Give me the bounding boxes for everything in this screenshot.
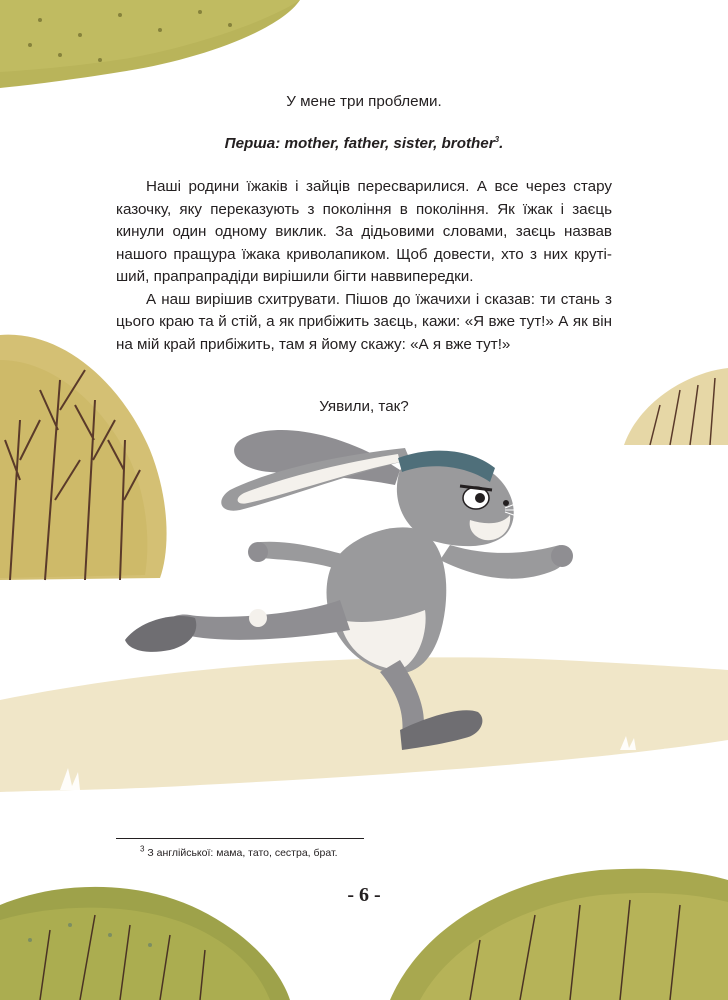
first-problem bbox=[116, 133, 612, 156]
footnote-rule bbox=[116, 838, 364, 839]
footnote-text: З англійської: мама, тато, сестра, брат. bbox=[147, 847, 338, 859]
top-bush bbox=[0, 0, 300, 88]
bottom-left-bush bbox=[0, 887, 290, 1000]
heading: У мене три проблеми. bbox=[286, 93, 442, 110]
bottom-right-bush bbox=[390, 869, 728, 1000]
story-text bbox=[116, 176, 612, 356]
question: Уявили, так? bbox=[319, 398, 409, 415]
right-bush bbox=[624, 368, 728, 445]
footnote-ref: 3 bbox=[494, 134, 500, 144]
path bbox=[0, 657, 728, 792]
first-problem-text: Перша: mother, father, sister, brother bbox=[224, 135, 495, 152]
left-bush bbox=[0, 335, 167, 580]
footnote-mark: 3 bbox=[140, 844, 145, 854]
first-problem-end: . bbox=[499, 135, 504, 152]
footnote bbox=[140, 846, 338, 860]
paragraph-2: А наш вирішив схитрувати. Пішов до їжачихи і сказав: ти стань з цього краю та й стій, а як прибіжить заєць, кажи: «Я вже тут!» А як він на мій край прибіжить, там я йому скажу: «А я вже тут!» bbox=[116, 290, 612, 353]
paragraph-1: Наші родини їжаків і зайців пересварилися. А все через стару казочку, яку переказують з покоління в покоління. Як їжак і заєць кинули один одному виклик. За дідьовими словами, заєць назвав нашого пращура їжака криволапиком. Щоб довести, хто з них круті-ший, прапрапрадіди вирішили бігти наввипередки. bbox=[116, 178, 612, 285]
page-number: - 6 - bbox=[347, 884, 381, 906]
